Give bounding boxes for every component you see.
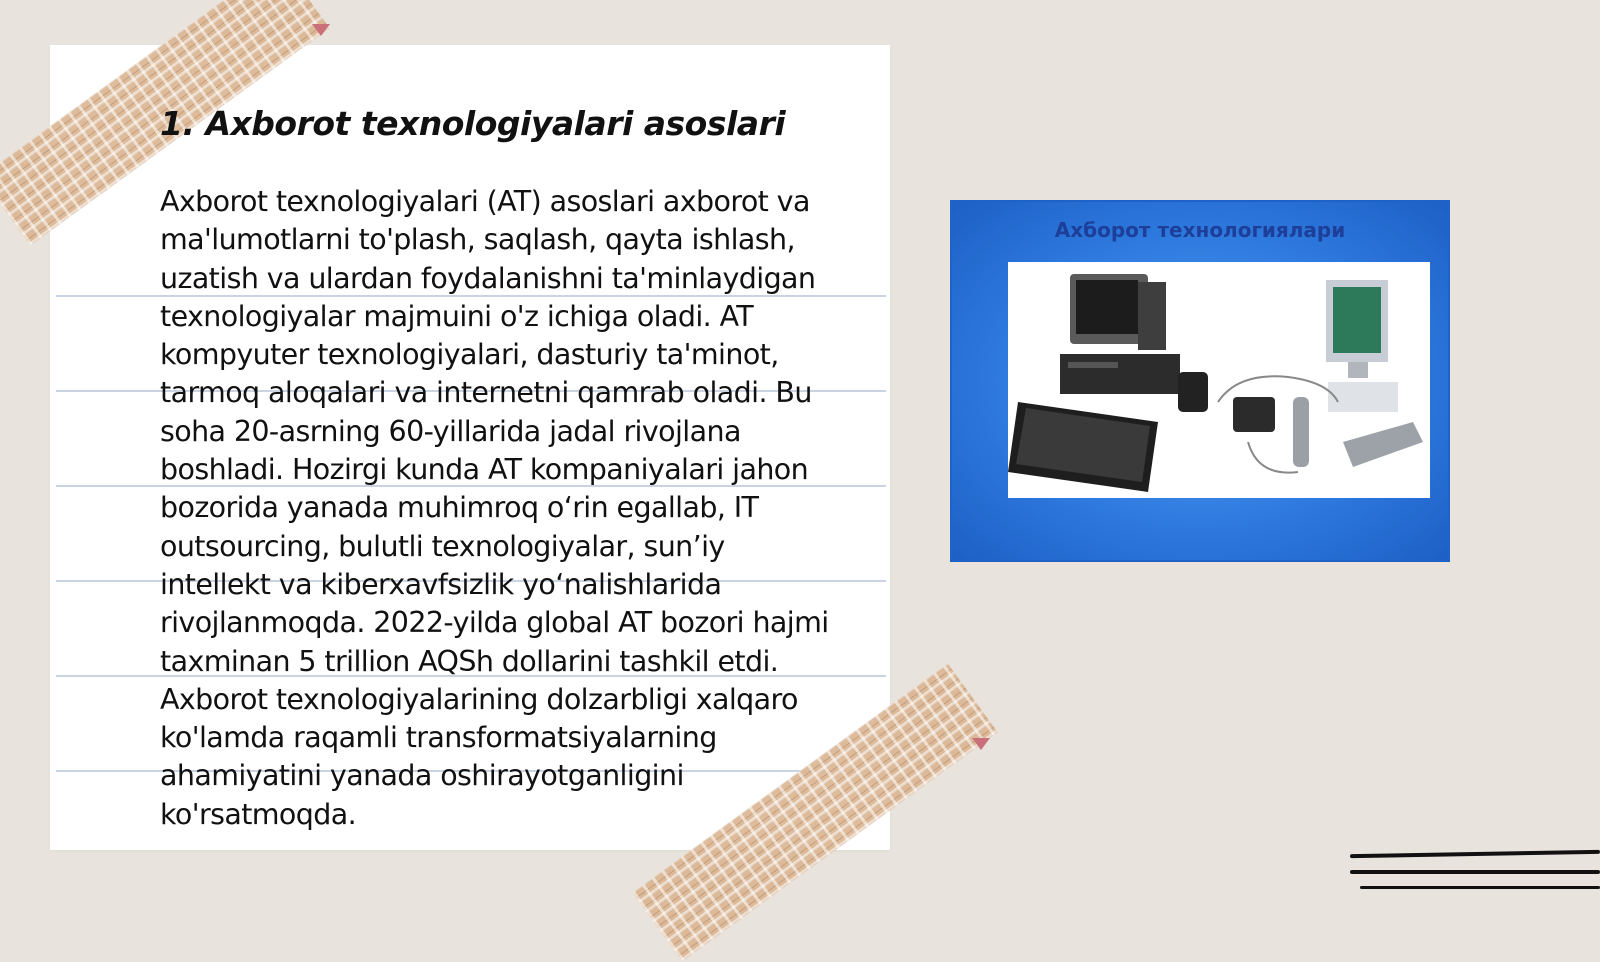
it-illustration <box>950 200 1450 562</box>
slide-title: 1. Axborot texnologiyalari asoslari <box>160 104 786 143</box>
decorative-line <box>1360 886 1600 889</box>
illustration-caption: Ахборот технологиялари <box>1054 218 1346 242</box>
tape-corner-mark <box>972 738 990 750</box>
computer-icon <box>1008 262 1430 498</box>
decorative-line <box>1350 870 1600 874</box>
computer-equipment-illustration <box>1008 262 1430 498</box>
tape-corner-mark <box>312 24 330 36</box>
slide-body-text: Axborot texnologiyalari (AT) asoslari axborot va ma'lumotlarni to'plash, saqlash, qayta ishlash, uzatish va ulardan foydalanishni ta'minlaydigan texnologiyalar majmuini o'z ichiga oladi. AT kompyuter texnologiyalari, dasturiy ta'minot, tarmoq aloqalari va internetni qamrab oladi. Bu soha 20-asrning 60-yillarida jadal rivojlana boshladi. Hozirgi kunda AT kompaniyalari jahon bozorida yanada muhimroq o‘rin egallab, IT outsourcing, bulutli texnologiyalar, sun’iy intellekt va kiberxavfsizlik yo‘nalishlarida rivojlanmoqda. 2022-yilda global AT bozori hajmi taxminan 5 trillion AQSh dollarini tashkil etdi. Axborot texnologiyalarining dolzarbligi xalqaro ko'lamda raqamli transformatsiyalarning ahamiyatini yanada oshirayotganligini ko'rsatmoqda. <box>160 185 829 831</box>
decorative-line <box>1350 850 1600 858</box>
